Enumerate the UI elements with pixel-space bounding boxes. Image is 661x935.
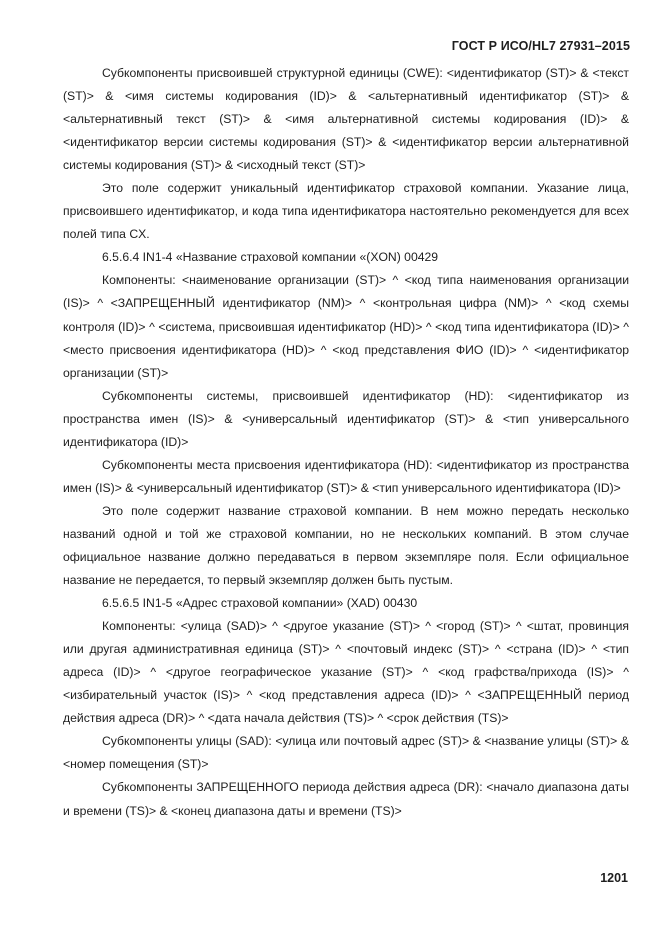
standard-identifier: ГОСТ Р ИСО/HL7 27931–2015 [451, 39, 630, 53]
body-text [63, 62, 629, 823]
paragraph-hd-assigning-subcomponents: Субкомпоненты системы, присвоившей идентификатор (HD): <идентификатор из пространства имен (IS)> & <универсальный идентификатор (ST)> & <тип универсального идентификатора (ID)> [63, 388, 629, 449]
page-number: 1201 [600, 871, 628, 885]
paragraph-cwe-subcomponents: Субкомпоненты присвоившей структурной единицы (CWE): <идентификатор (ST)> & <текст (ST)> & <имя системы кодирования (ID)> & <альтернативный идентификатор (ST)> & <альтернативный текст (ST)> & <имя альтернативной системы кодирования (ID)> & <идентификатор версии системы кодирования (ST)> & <идентификатор версии альтернативной системы кодирования (ST)> & <исходный текст (ST)> [63, 66, 629, 173]
section-heading-in1-4: 6.5.6.4 IN1-4 «Название страховой компании «(XON) 00429 [102, 250, 439, 265]
section-heading-in1-5: 6.5.6.5 IN1-5 «Адрес страховой компании» (XAD) 00430 [102, 596, 418, 611]
paragraph-dr-subcomponents: Субкомпоненты ЗАПРЕЩЕННОГО периода действия адреса (DR): <начало диапазона даты и времени (TS)> & <конец диапазона даты и времени (TS)> [63, 780, 629, 818]
paragraph-xad-components: Компоненты: <улица (SAD)> ^ <другое указание (ST)> ^ <город (ST)> ^ <штат, провинция или другая административная единица (ST)> ^ <почтовый индекс (ST)> ^ <страна (ID)> ^ <тип адреса (ID)> ^ <другое географическое указание (ST)> ^ <код графства/прихода (IS)> ^ <избирательный участок (IS)> ^ <код представления адреса (ID)> ^ <ЗАПРЕЩЕННЫЙ период действия адреса (DR)> ^ <дата начала действия (TS)> ^ <срок действия (TS)> [63, 619, 629, 726]
paragraph-sad-subcomponents: Субкомпоненты улицы (SAD): <улица или почтовый адрес (ST)> & <название улицы (ST)> & <номер помещения (ST)> [63, 734, 629, 772]
paragraph-insurer-id-description: Это поле содержит уникальный идентификатор страховой компании. Указание лица, присвоившего идентификатор, и кода типа идентификатора настоятельно рекомендуется для всех полей типа CX. [63, 181, 629, 242]
paragraph-insurer-name-description: Это поле содержит название страховой компании. В нем можно передать несколько названий одной и той же страховой компании, но не нескольких компаний. В этом случае официальное название должно передаваться в первом экземпляре поля. Если официальное название не передается, то первый экземпляр должен быть пустым. [63, 503, 629, 588]
paragraph-xon-components: Компоненты: <наименование организации (ST)> ^ <код типа наименования организации (IS)> ^ <ЗАПРЕЩЕННЫЙ идентификатор (NM)> ^ <контрольная цифра (NM)> ^ <код схемы контроля (ID)> ^ <система, присвоившая идентификатор (HD)> ^ <код типа идентификатора (ID)> ^ <место присвоения идентификатора (HD)> ^ <код представления ФИО (ID)> ^ <идентификатор организации (ST)> [63, 273, 629, 380]
paragraph-hd-facility-subcomponents: Субкомпоненты места присвоения идентификатора (HD): <идентификатор из пространства имен (IS)> & <универсальный идентификатор (ST)> & <тип универсального идентификатора (ID)> [63, 457, 629, 495]
